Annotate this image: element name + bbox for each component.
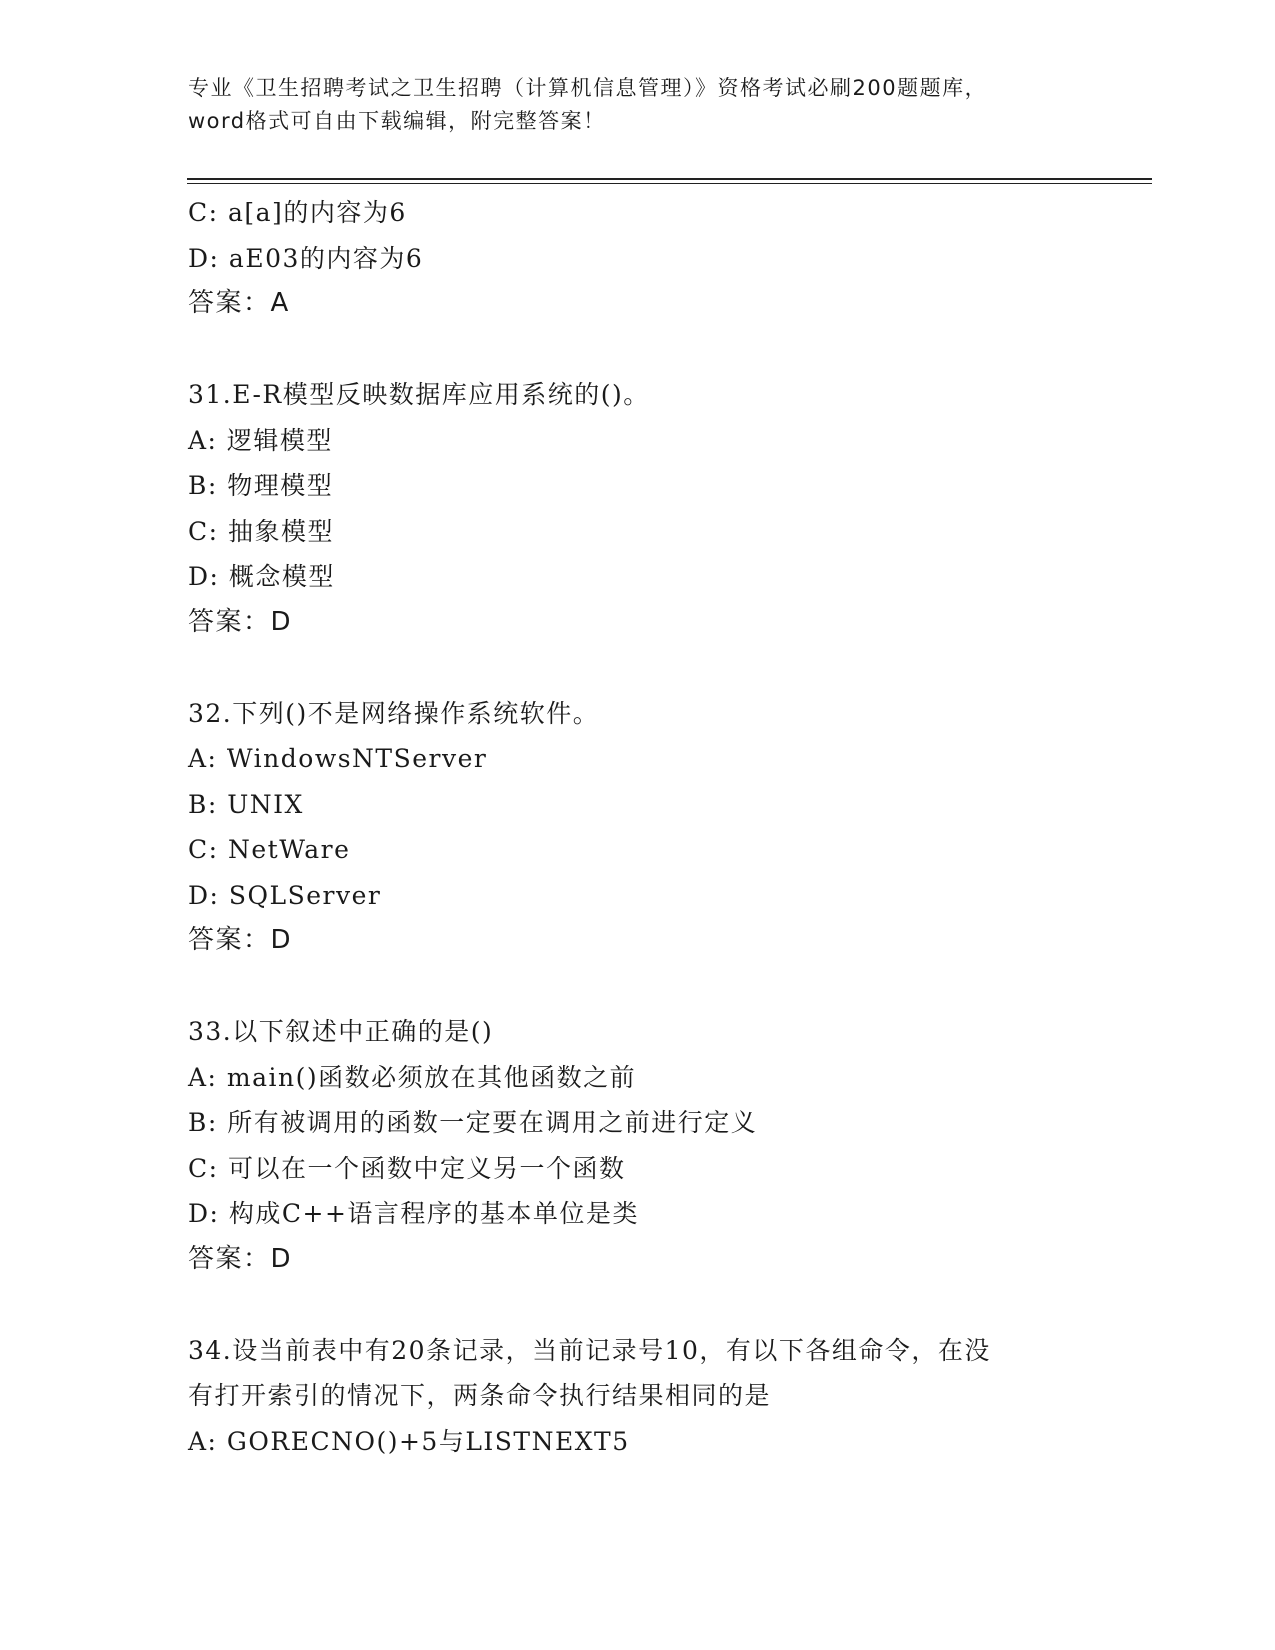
header-title-line-2: word格式可自由下载编辑，附完整答案！ xyxy=(188,109,606,133)
rule-line-top xyxy=(187,178,1152,180)
document-header xyxy=(188,72,1088,138)
option-b: B: UNIX xyxy=(188,789,304,819)
option-c: C: NetWare xyxy=(188,835,351,864)
question-list xyxy=(188,190,1148,1464)
answer-line: 答案：A xyxy=(188,288,290,318)
spacer xyxy=(188,964,1148,1010)
option-b: B: 物理模型 xyxy=(188,471,334,500)
option-a: A: main()函数必须放在其他函数之前 xyxy=(188,1062,637,1092)
question-stem: 32.下列()不是网络操作系统软件。 xyxy=(188,698,600,728)
option-a: A: WindowsNTServer xyxy=(188,744,488,773)
question-stem: 33.以下叙述中正确的是() xyxy=(188,1017,494,1046)
answer-line: 答案：D xyxy=(188,606,293,637)
option-a: A: 逻辑模型 xyxy=(188,425,333,455)
option-b: B: 所有被调用的函数一定要在调用之前进行定义 xyxy=(188,1108,758,1137)
option-d: D: aE03的内容为6 xyxy=(188,243,424,273)
spacer xyxy=(188,327,1148,373)
answer-line: 答案：D xyxy=(188,1243,293,1274)
question-stem: 31.E-R模型反映数据库应用系统的()。 xyxy=(188,380,650,409)
header-title-line-1: 专业《卫生招聘考试之卫生招聘（计算机信息管理）》资格考试必刷200题题库， xyxy=(188,76,988,100)
option-d: D: SQLServer xyxy=(188,880,382,910)
question-34 xyxy=(188,1328,1148,1465)
option-c: C: a[a]的内容为6 xyxy=(188,198,407,227)
question-stem-line-1: 34.设当前表中有20条记录，当前记录号10，有以下各组命令，在没 xyxy=(188,1335,991,1365)
answer-line: 答案：D xyxy=(188,925,293,955)
question-33 xyxy=(188,1009,1148,1282)
question-stem-line-2: 有打开索引的情况下，两条命令执行结果相同的是 xyxy=(188,1381,772,1410)
option-c: C: 抽象模型 xyxy=(188,516,334,546)
option-d: D: 构成C++语言程序的基本单位是类 xyxy=(188,1199,639,1228)
rule-line-bottom xyxy=(187,183,1152,184)
option-d: D: 概念模型 xyxy=(188,562,335,591)
question-32 xyxy=(188,691,1148,964)
spacer xyxy=(188,645,1148,691)
question-30-tail xyxy=(188,190,1148,327)
question-31 xyxy=(188,372,1148,645)
header-double-rule xyxy=(187,178,1152,185)
spacer xyxy=(188,1282,1148,1328)
option-a: A: GORECNO()+5与LISTNEXT5 xyxy=(188,1426,630,1456)
option-c: C: 可以在一个函数中定义另一个函数 xyxy=(188,1153,626,1183)
